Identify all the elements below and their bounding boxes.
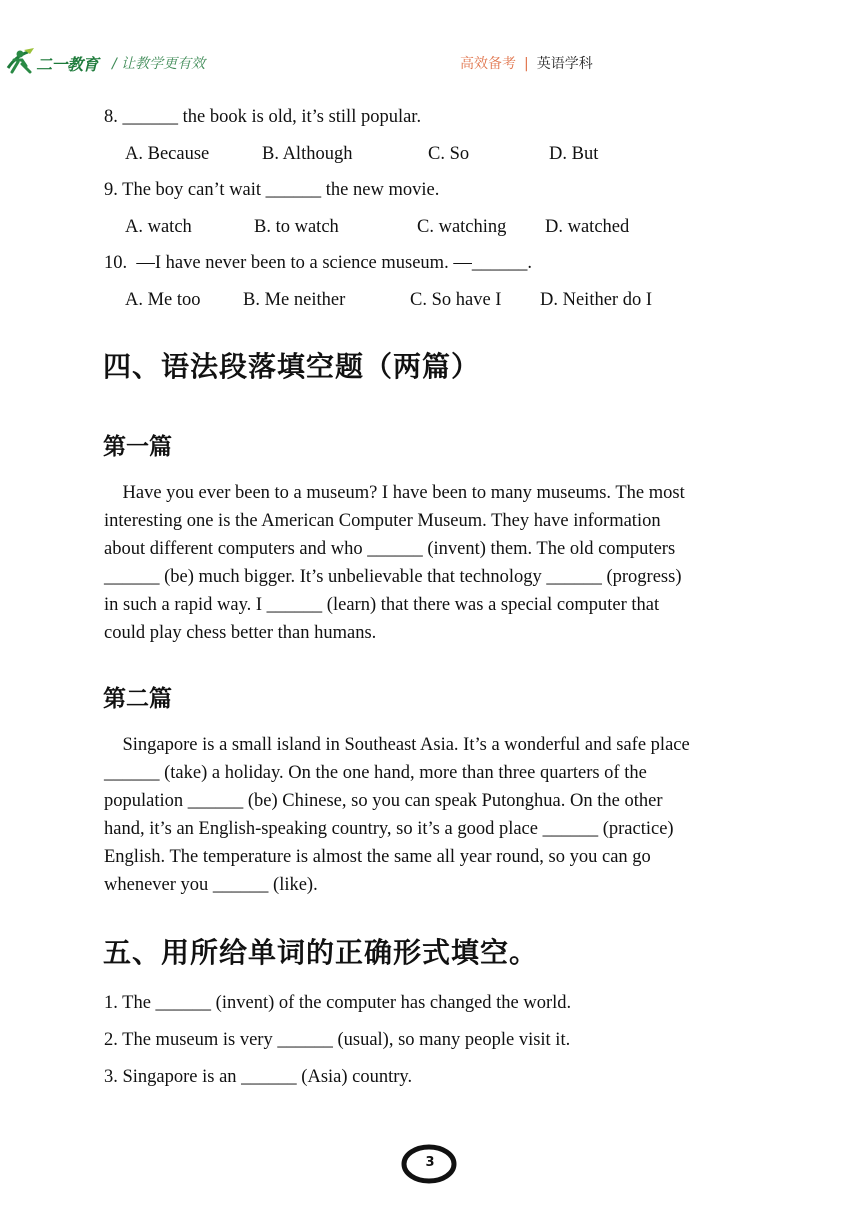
question-9-option-c: C. watching [417, 217, 507, 237]
section-5-title: 五、用所给单词的正确形式填空。 [103, 936, 539, 969]
header-separator: | [524, 56, 529, 72]
question-9-option-b: B. to watch [254, 217, 339, 237]
section-5-item: 2. The museum is very ______ (usual), so many people visit it. [104, 1030, 571, 1050]
question-10-option-b: B. Me neither [243, 290, 346, 310]
passage-line: ______ (be) much bigger. It’s unbelievable that technology ______ (progress) [104, 567, 682, 587]
slogan: / 让教学更有效 [112, 56, 206, 72]
question-10-option-c: C. So have I [410, 290, 502, 310]
brand-name: 二一教育 [36, 55, 99, 74]
passage-2-text [104, 731, 754, 899]
passage-line: English. The temperature is almost the same all year round, so you can go [104, 847, 651, 867]
question-9-option-a: A. watch [125, 217, 192, 237]
question-8-stem: 8. ______ the book is old, it’s still popular. [104, 107, 422, 127]
passage-line: about different computers and who ______ (invent) them. The old computers [104, 539, 676, 559]
passage-line: whenever you ______ (like). [104, 875, 318, 895]
section-5-item: 1. The ______ (invent) of the computer has changed the world. [104, 993, 572, 1013]
passage-line: in such a rapid way. I ______ (learn) that there was a special computer that [104, 595, 660, 615]
passage-1-text [104, 479, 754, 647]
question-10-stem: 10. —I have never been to a science museum. —______. [104, 253, 532, 273]
question-10-option-d: D. Neither do I [540, 290, 652, 310]
subject-label: 英语学科 [536, 56, 593, 72]
question-8-option-d: D. But [549, 144, 599, 164]
question-9-stem: 9. The boy can’t wait ______ the new movie. [104, 180, 440, 200]
question-8-option-a: A. Because [125, 144, 210, 164]
passage-2-title: 第二篇 [103, 686, 172, 712]
question-9-option-d: D. watched [545, 217, 630, 237]
passage-line: Singapore is a small island in Southeast Asia. It’s a wonderful and safe place [104, 735, 690, 755]
section-4-title: 四、语法段落填空题（两篇） [103, 350, 481, 383]
passage-1-title: 第一篇 [103, 434, 172, 460]
question-10-option-a: A. Me too [125, 290, 201, 310]
passage-line: interesting one is the American Computer Museum. They have information [104, 511, 661, 531]
header-right [460, 53, 593, 73]
section-5-item: 3. Singapore is an ______ (Asia) country. [104, 1067, 413, 1087]
category-label: 高效备考 [460, 56, 516, 72]
page-number: 3 [425, 1155, 435, 1170]
passage-line: Have you ever been to a museum? I have been to many museums. The most [104, 483, 685, 503]
passage-line: could play chess better than humans. [104, 623, 377, 643]
question-8-option-c: C. So [428, 144, 470, 164]
question-8-option-b: B. Although [262, 144, 353, 164]
passage-line: hand, it’s an English-speaking country, so it’s a good place ______ (practice) [104, 819, 674, 839]
runner-logo-icon [4, 46, 38, 78]
passage-line: ______ (take) a holiday. On the one hand, more than three quarters of the [104, 763, 647, 783]
passage-line: population ______ (be) Chinese, so you can speak Putonghua. On the other [104, 791, 663, 811]
